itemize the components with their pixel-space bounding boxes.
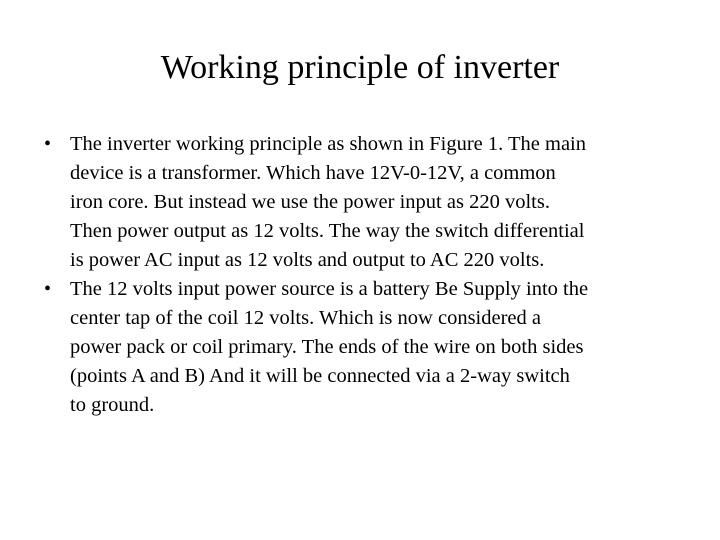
bullet-line: Then power output as 12 volts. The way the switch differential — [70, 220, 585, 242]
bullet-line: device is a transformer. Which have 12V-0-12V, a common — [70, 162, 556, 184]
bullet-line: The inverter working principle as shown in Figure 1. The main — [70, 133, 586, 155]
bullet-line: iron core. But instead we use the power input as 220 volts. — [70, 191, 550, 213]
bullet-list — [36, 130, 696, 420]
bullet-item-1 — [36, 130, 696, 275]
bullet-line: is power AC input as 12 volts and output to AC 220 volts. — [70, 249, 545, 271]
bullet-line: (points A and B) And it will be connected via a 2-way switch — [70, 365, 570, 387]
bullet-line: The 12 volts input power source is a battery Be Supply into the — [70, 278, 589, 300]
bullet-line: power pack or coil primary. The ends of the wire on both sides — [70, 336, 584, 358]
bullet-marker: • — [44, 278, 52, 300]
slide-title: Working principle of inverter — [160, 49, 560, 86]
bullet-marker: • — [44, 133, 52, 155]
bullet-item-2 — [36, 275, 696, 420]
bullet-line: center tap of the coil 12 volts. Which is now considered a — [70, 307, 541, 329]
bullet-line: to ground. — [70, 394, 155, 416]
